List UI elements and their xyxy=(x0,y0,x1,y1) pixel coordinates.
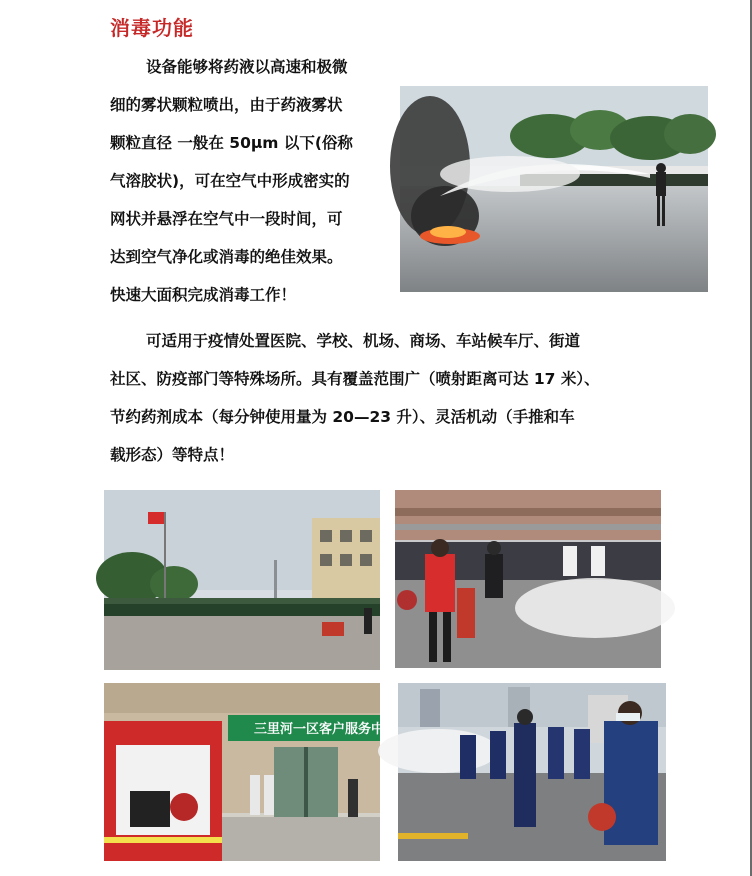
intro-line: 网状并悬浮在空气中一段时间，可 xyxy=(110,210,343,228)
service-center-sign: 三里河一区客户服务中心 xyxy=(254,722,398,737)
application-line: 社区、防疫部门等特殊场所。具有覆盖范围广（喷射距离可达 17 米）、 xyxy=(110,370,600,388)
photo-blue-uniform-spray xyxy=(398,683,666,861)
intro-paragraph xyxy=(110,48,400,314)
intro-line: 细的雾状颗粒喷出，由于药液雾状 xyxy=(110,96,343,114)
section-title: 消毒功能 xyxy=(110,16,194,40)
application-line: 节约药剂成本（每分钟使用量为 20—23 升）、灵活机动（手推和车 xyxy=(110,408,575,426)
photo-fire-spray-demo xyxy=(400,86,708,292)
intro-line: 设备能够将药液以高速和极微 xyxy=(146,58,348,76)
photo-crowd-flag-building xyxy=(104,490,380,670)
application-paragraph xyxy=(110,322,650,474)
intro-line: 气溶胶状)，可在空气中形成密实的 xyxy=(110,172,350,190)
intro-line: 达到空气净化或消毒的绝佳效果。 xyxy=(110,248,343,266)
photo-vehicle-service-center xyxy=(104,683,398,861)
application-line: 可适用于疫情处置医院、学校、机场、商场、车站候车厅、街道 xyxy=(146,332,581,350)
application-line: 载形态）等特点！ xyxy=(110,446,235,464)
photo-red-jacket-spray xyxy=(395,490,661,668)
intro-line: 颗粒直径 一般在 50μm 以下(俗称 xyxy=(110,134,353,152)
intro-line: 快速大面积完成消毒工作！ xyxy=(110,286,297,304)
